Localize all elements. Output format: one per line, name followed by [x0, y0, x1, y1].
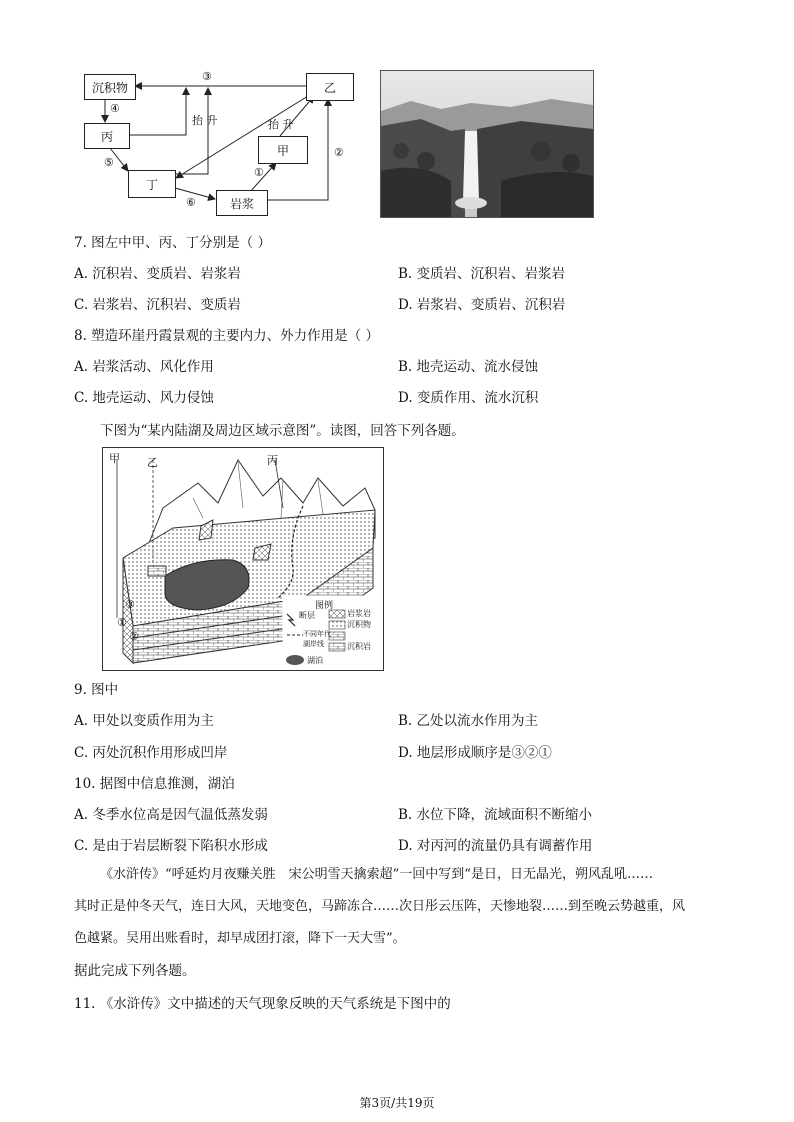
label-n2: ② [334, 146, 344, 159]
q10-option-a[interactable]: A. 冬季水位高是因气温低蒸发弱 [74, 807, 268, 823]
legend-shoreline-2: 湖岸线 [303, 640, 324, 648]
q7-option-d[interactable]: D. 岩浆岩、变质岩、沉积岩 [398, 297, 566, 313]
legend-sedimentary: 沉积岩 [347, 642, 371, 651]
passage-line-4: 据此完成下列各题。 [74, 963, 196, 979]
label-n5: ⑤ [104, 156, 114, 169]
lake-label-bing: 丙 [267, 454, 278, 467]
passage-line-1: 《水浒传》“呼延灼月夜赚关胜 宋公明雪天擒索超”一回中写到“是日，日无晶光，朔风乱吼…… [100, 867, 653, 882]
legend-title: 图例 [315, 601, 334, 611]
q11-stem: 11. 《水浒传》文中描述的天气现象反映的天气系统是下图中的 [74, 996, 451, 1012]
q9-option-c[interactable]: C. 丙处沉积作用形成凹岸 [74, 745, 228, 761]
passage-line-2: 其时正是仲冬天气，连日大风，天地变色，马蹄冻合……次日彤云压阵，天惨地裂……到至晚云势越重，风 [74, 899, 686, 914]
legend-deposit: 沉积物 [347, 620, 371, 629]
lake-block-diagram [102, 447, 384, 671]
q7-option-c[interactable]: C. 岩浆岩、沉积岩、变质岩 [74, 297, 241, 313]
box-jia: 甲 [258, 136, 308, 164]
waterfall-illustration [381, 71, 593, 217]
box-bing: 丙 [84, 123, 130, 149]
q8-option-d[interactable]: D. 变质作用、流水沉积 [398, 390, 539, 406]
page-footer: 第3页/共19页 [359, 1096, 435, 1110]
q10-stem: 10. 据图中信息推测，湖泊 [74, 776, 235, 792]
label-n6: ⑥ [186, 196, 196, 209]
legend-magmatic: 岩浆岩 [347, 609, 371, 618]
legend-shoreline-1: 不同年代 [303, 630, 331, 638]
box-sediment: 沉积物 [84, 74, 136, 100]
q8-stem: 8. 塑造环崖丹霞景观的主要内力、外力作用是（ ） [74, 328, 379, 344]
q10-option-c[interactable]: C. 是由于岩层断裂下陷积水形成 [74, 838, 268, 854]
lake-label-jia: 甲 [109, 452, 120, 465]
q7-stem: 7. 图左中甲、丙、丁分别是（ ） [74, 235, 271, 251]
intro-lake: 下图为“某内陆湖及周边区域示意图”。读图，回答下列各题。 [100, 423, 465, 439]
q9-option-d[interactable]: D. 地层形成顺序是③②① [398, 745, 552, 761]
label-n1: ① [254, 166, 264, 179]
passage-line-3: 色越紧。吴用出账看时，却早成团打滚，降下一天大雪”。 [74, 931, 406, 946]
legend-fault: 断层 [299, 611, 315, 620]
q9-option-b[interactable]: B. 乙处以流水作用为主 [398, 713, 539, 729]
legend-lake: 湖泊 [307, 656, 323, 665]
q10-option-b[interactable]: B. 水位下降，流域面积不断缩小 [398, 807, 593, 823]
q8-option-a[interactable]: A. 岩浆活动、风化作用 [74, 359, 214, 375]
rock-cycle-diagram [80, 66, 360, 218]
label-uplift-1: 抬 升 [192, 114, 218, 127]
box-magma: 岩浆 [216, 190, 268, 216]
q8-option-c[interactable]: C. 地壳运动、风力侵蚀 [74, 390, 214, 406]
label-n3: ③ [202, 70, 212, 83]
box-yi: 乙 [306, 73, 354, 101]
label-n4: ④ [110, 102, 120, 115]
danxia-waterfall-photo [380, 70, 594, 218]
lake-label-c1: ① [117, 616, 127, 629]
q7-option-a[interactable]: A. 沉积岩、变质岩、岩浆岩 [74, 266, 241, 282]
q9-stem: 9. 图中 [74, 682, 119, 698]
label-uplift-2: 抬 升 [268, 118, 294, 131]
q9-option-a[interactable]: A. 甲处以变质作用为主 [74, 713, 214, 729]
q10-option-d[interactable]: D. 对丙河的流量仍具有调蓄作用 [398, 838, 593, 854]
q7-option-b[interactable]: B. 变质岩、沉积岩、岩浆岩 [398, 266, 566, 282]
box-ding: 丁 [128, 170, 176, 198]
lake-label-c2: ② [129, 630, 139, 643]
lake-label-c3: ③ [125, 598, 135, 611]
lake-block-illustration [103, 448, 383, 670]
lake-label-yi: 乙 [147, 456, 158, 469]
q8-option-b[interactable]: B. 地壳运动、流水侵蚀 [398, 359, 539, 375]
